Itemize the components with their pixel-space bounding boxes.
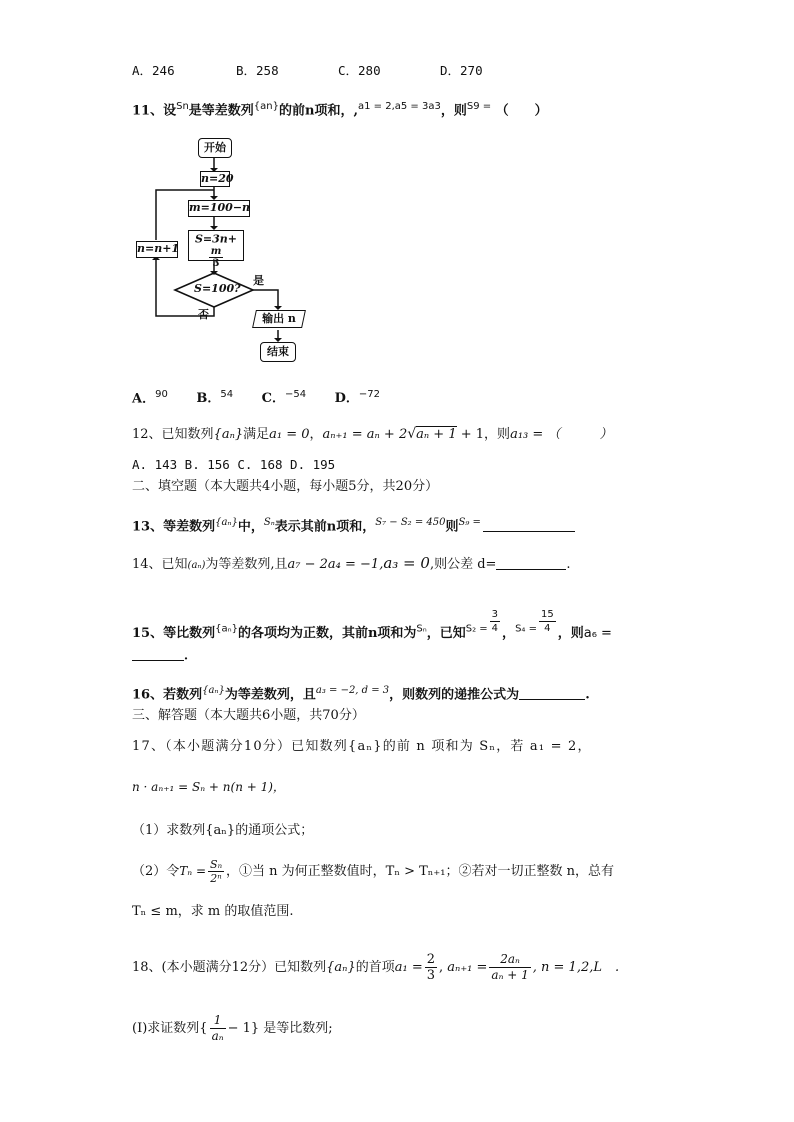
flowchart-end: 结束 — [260, 342, 296, 362]
q16-answer-blank[interactable] — [519, 685, 585, 700]
flowchart-yes: 是 — [253, 274, 264, 287]
question-15 — [132, 608, 612, 643]
q11-option-a: A． — [132, 391, 156, 407]
q13-prefix: 13、等差数列 — [132, 519, 216, 535]
q15-an: {aₙ} — [215, 623, 238, 635]
q11-s9: S9 = — [466, 101, 492, 112]
q17-line1: 17、（本小题满分10分）已知数列{aₙ}的前 n 项和为 Sₙ，若 a₁ = 2， — [132, 739, 592, 754]
sqrt-icon: √ — [407, 426, 417, 442]
q17-part2-prefix: （2）令 — [132, 864, 180, 879]
question-11 — [132, 98, 548, 120]
q18-part1 — [132, 1012, 333, 1046]
q15-s2: S₂ = — [465, 623, 488, 635]
q17-tn: Tₙ = — [179, 864, 207, 878]
q11-condition: a1 = 2,a5 = 3a3 — [357, 101, 441, 112]
q11-option-c: C． — [261, 391, 285, 407]
q12-text3: ，则 — [484, 427, 511, 442]
q15-answer-blank[interactable] — [132, 646, 184, 661]
q10-option-d: D．270 — [440, 63, 483, 78]
q18-a1: a₁ = — [394, 960, 423, 975]
q11-prefix: 11、设 — [132, 103, 177, 119]
q11-paren: （ ） — [495, 103, 548, 119]
q15-s2-num: 3 — [491, 609, 499, 620]
flowchart-start: 开始 — [198, 138, 232, 158]
q12-recurrence-right: + 1 — [456, 427, 485, 442]
q11-option-c-value: −54 — [284, 389, 307, 400]
q10-option-c: C．280 — [338, 63, 381, 78]
section-3-heading: 三、解答题（本大题共6小题，共70分） — [132, 708, 365, 723]
q12-prefix: 12、已知数列 — [132, 427, 214, 442]
question-16 — [132, 682, 590, 704]
q13-s9: S₉ = — [458, 517, 481, 528]
q16-text1: 为等差数列，且 — [224, 687, 316, 703]
q17-part2 — [132, 858, 614, 885]
section-2-heading: 二、填空题（本大题共4小题，每小题5分，共20分） — [132, 479, 439, 494]
q15-text1: 的各项均为正数，其前n项和为 — [237, 626, 417, 641]
q17-line2: n · aₙ₊₁ = Sₙ + n(n + 1)， — [132, 780, 285, 794]
question-18 — [132, 952, 619, 984]
q18-an: {aₙ} — [326, 960, 356, 975]
q15-s2-den: 4 — [491, 623, 499, 634]
q15-s4-num: 15 — [540, 609, 554, 620]
q11-text3: ，则 — [440, 103, 467, 119]
q12-a1: a₁ = 0 — [269, 427, 310, 442]
flowchart-s-den: 3 — [212, 257, 220, 269]
q11-option-a-value: 90 — [155, 389, 168, 400]
q13-answer-blank[interactable] — [483, 517, 575, 532]
q11-options — [132, 386, 380, 408]
q14-prefix: 14、已知 — [132, 557, 188, 572]
q16-end: . — [585, 687, 590, 703]
flowchart-no: 否 — [198, 308, 209, 321]
flowchart-assign-s — [188, 230, 244, 269]
q14-end: . — [566, 557, 571, 572]
q15-a6: a₆ = — [583, 626, 612, 641]
q13-equation: S₇ − S₂ = 450 — [375, 517, 446, 528]
q14-eq2: a₃ = 0 — [383, 554, 430, 572]
q14-an: (aₙ) — [187, 560, 206, 571]
question-13 — [132, 514, 575, 536]
flowchart-s-num: m — [210, 245, 222, 257]
flowchart-increment: n=n+1 — [136, 241, 178, 258]
q15-answer-line — [132, 646, 197, 665]
q18-a1-num: 2 — [426, 952, 436, 967]
q10-option-a: A．246 — [132, 63, 175, 78]
q18-text3: , n = 1,2,L . — [532, 960, 620, 975]
flowchart-output-label: 输出 n — [262, 312, 297, 325]
question-14 — [132, 554, 571, 575]
q18-text1: 的首项 — [355, 960, 395, 975]
q18-a1-den: 3 — [426, 968, 436, 983]
q11-option-b-value: 54 — [220, 389, 234, 400]
q18-part1-prefix: (Ⅰ)求证数列{ — [132, 1021, 208, 1036]
q15-text3: ，则 — [557, 626, 584, 641]
q11-text1: 是等差数列 — [188, 103, 254, 119]
q12-radicand: aₙ + 1 — [416, 427, 457, 442]
q13-an: {aₙ} — [215, 517, 238, 528]
q15-sn: Sₙ — [416, 623, 427, 635]
flowchart — [130, 130, 330, 370]
q12-text1: 满足 — [243, 427, 270, 442]
q12-text2: ， — [309, 427, 323, 442]
q11-option-d: D． — [334, 391, 359, 407]
q17-line5: Tₙ ≤ m，求 m 的取值范围. — [132, 904, 294, 919]
q15-s4-den: 4 — [544, 623, 551, 634]
q12-an: {aₙ} — [213, 427, 244, 442]
q18-part1-num: 1 — [210, 1013, 226, 1029]
flowchart-condition: S=100? — [194, 282, 241, 295]
q14-text1: 为等差数列,且 — [205, 557, 288, 572]
flowchart-init-n: n=20 — [201, 172, 234, 185]
q18-rec: aₙ₊₁ = — [447, 960, 488, 975]
q14-answer-blank[interactable] — [496, 555, 566, 570]
q13-sn: Sₙ — [263, 517, 275, 528]
q18-rec-num: 2aₙ — [489, 952, 530, 968]
q16-an: {aₙ} — [202, 685, 225, 696]
q18-part1-text: − 1} 是等比数列; — [227, 1021, 333, 1036]
q12-options: A. 143 B. 156 C. 168 D. 195 — [132, 457, 336, 472]
q12-recurrence-left: aₙ₊₁ = aₙ + 2 — [322, 427, 408, 442]
q15-text2: ，已知 — [426, 626, 466, 641]
q17-part1: （1）求数列{aₙ}的通项公式； — [132, 823, 314, 838]
q13-text2: 表示其前n项和， — [274, 519, 376, 535]
q11-option-d-value: −72 — [358, 389, 381, 400]
q16-condition: a₃ = −2, d = 3 — [315, 685, 390, 696]
q13-text3: 则 — [445, 519, 459, 535]
q15-sep: ， — [502, 626, 516, 641]
q13-text1: 中， — [237, 519, 264, 535]
q11-an: {an} — [253, 101, 279, 112]
q11-text2: 的前n项和，, — [279, 103, 358, 119]
q18-prefix: 18、(本小题满分12分）已知数列 — [132, 960, 327, 975]
q11-option-b: B． — [196, 391, 221, 407]
q16-text2: ，则数列的递推公式为 — [389, 687, 520, 703]
flowchart-output — [252, 310, 306, 328]
q10-option-b: B．258 — [236, 63, 279, 78]
q16-prefix: 16、若数列 — [132, 687, 203, 703]
q14-text2: ,则公差 d= — [429, 557, 497, 572]
flowchart-assign-m: m=100−n — [188, 200, 250, 217]
q11-sn: Sn — [176, 101, 189, 112]
flowchart-s-left: S=3n+ — [194, 232, 238, 246]
q15-end: ． — [184, 648, 198, 663]
q12-a13: a₁₃ = （ ） — [510, 427, 613, 442]
q18-rec-den: aₙ + 1 — [491, 968, 529, 982]
question-12 — [132, 425, 612, 444]
q15-prefix: 15、等比数列 — [132, 626, 216, 641]
q18-part1-den: aₙ — [211, 1029, 224, 1043]
q17-frac-num: Sₙ — [210, 858, 223, 871]
q17-frac-den: 2ⁿ — [210, 872, 222, 885]
q18-text2: , — [439, 960, 444, 975]
q17-part2-text: ，①当 n 为何正整数值时，Tₙ > Tₙ₊₁；②若对一切正整数 n，总有 — [226, 864, 614, 879]
q15-s4: S₄ = — [515, 623, 537, 635]
q14-eq1: a₇ − 2a₄ = −1, — [287, 557, 384, 572]
